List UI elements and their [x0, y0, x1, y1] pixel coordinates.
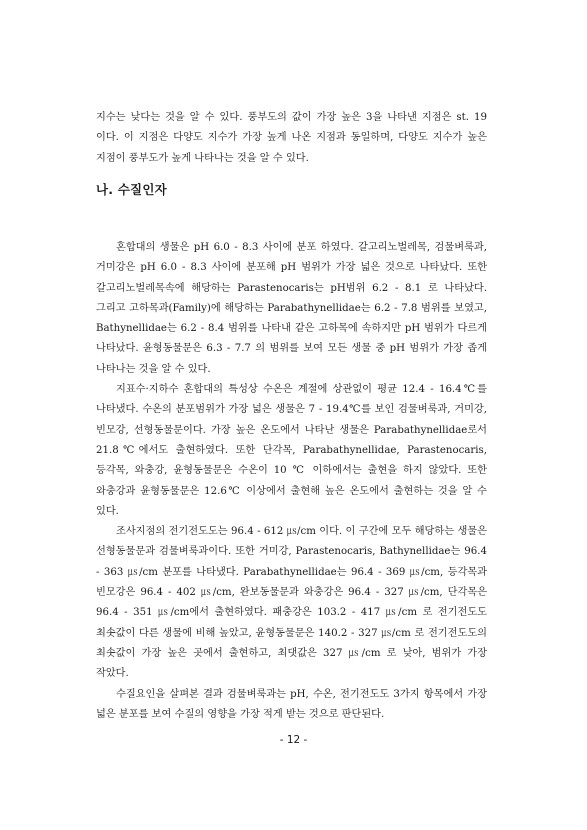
conductivity-paragraph: 조사지점의 전기전도도는 96.4 - 612 ㎲/cm 이다. 이 구간에 모두 해당하는 생물은 선형동물문과 검물벼룩과이다. 또한 거미강, Parastenocaris, Bathynellidae는 96.4 - 363 ㎲/cm 분포를 나타냈다. Parabathynellidae는 96.4 - 369 ㎲/cm, 등각목과 빈모강은 96.4 - 402 ㎲/cm, 완보동물문과 와충강은 96.4 - 327 ㎲/cm, 단각목은 96.4 - 351 ㎲/cm에서 출현하였다. 패충강은 103.2 - 417 ㎲/cm 로 전기전도도 최솟값이 다른 생물에 비해 높았고, 윤형동물문은 140.2 - 327 ㎲/cm 로 전기전도도의 최솟값이 가장 높은 곳에서 출현하고, 최댓값은 327 ㎲/cm 로 낮아, 범위가 가장 작았다. — [96, 526, 487, 680]
page-number: - 12 - — [279, 734, 308, 746]
temperature-paragraph: 지표수·지하수 혼합대의 특성상 수온은 계절에 상관없이 평균 12.4 - 16.4℃를 나타냈다. 수온의 분포범위가 가장 넓은 생물은 7 - 19.4℃를 보인 검물벼룩과, 거미강, 빈모강, 선형동물문이다. 가장 높은 온도에서 나타난 생물은 Parabathynellidae로서 21.8℃에서도 출현하였다. 또한 단각목, Parabathynellidae, Parastenocaris, 등각목, 와충강, 윤형동물문은 수온이 10 ℃ 이하에서는 출현을 하지 않았다. 또한 와충강과 윤형동물문은 12.6℃ 이상에서 출현해 높은 온도에서 출현하는 것을 알 수 있다. — [96, 384, 487, 517]
intro-section — [96, 108, 487, 169]
section-heading: 나. 수질인자 — [96, 182, 167, 197]
ph-paragraph: 혼합대의 생물은 pH 6.0 - 8.3 사이에 분포 하였다. 갈고리노벌레목, 검물벼룩과, 거미강은 pH 6.0 - 8.3 사이에 분포해 pH 범위가 가장 넓은 것으로 나타났다. 또한 갈고리노벌레목속에 해당하는 Parastenocaris는 pH범위 6.2 - 8.1 로 나타났다. 그리고 고하목과(Family)에 해당하는 Parabathynellidae는 6.2 - 7.8 범위를 보였고, Bathynellidae는 6.2 - 8.4 범위를 나타내 같은 고하목에 속하지만 pH 범위가 다르게 나타났다. 윤형동물문은 6.3 - 7.7 의 범위를 보여 모든 생물 중 pH 범위가 가장 좁게 나타나는 것을 알 수 있다. — [96, 242, 487, 375]
summary-paragraph: 수질요인을 살펴본 결과 검물벼룩과는 pH, 수온, 전기전도도 3가지 항목에서 가장 넓은 분포를 보여 수질의 영향을 가장 적게 받는 것으로 판단된다. — [96, 688, 487, 720]
water-quality-section — [96, 238, 487, 725]
intro-paragraph: 지수는 낮다는 것을 알 수 있다. 풍부도의 값이 가장 높은 3을 나타낸 지점은 st. 19 이다. 이 지점은 다양도 지수가 가장 높게 나온 지점과 동일하며, 다양도 지수가 높은 지점이 풍부도가 높게 나타나는 것을 알 수 있다. — [96, 112, 487, 164]
